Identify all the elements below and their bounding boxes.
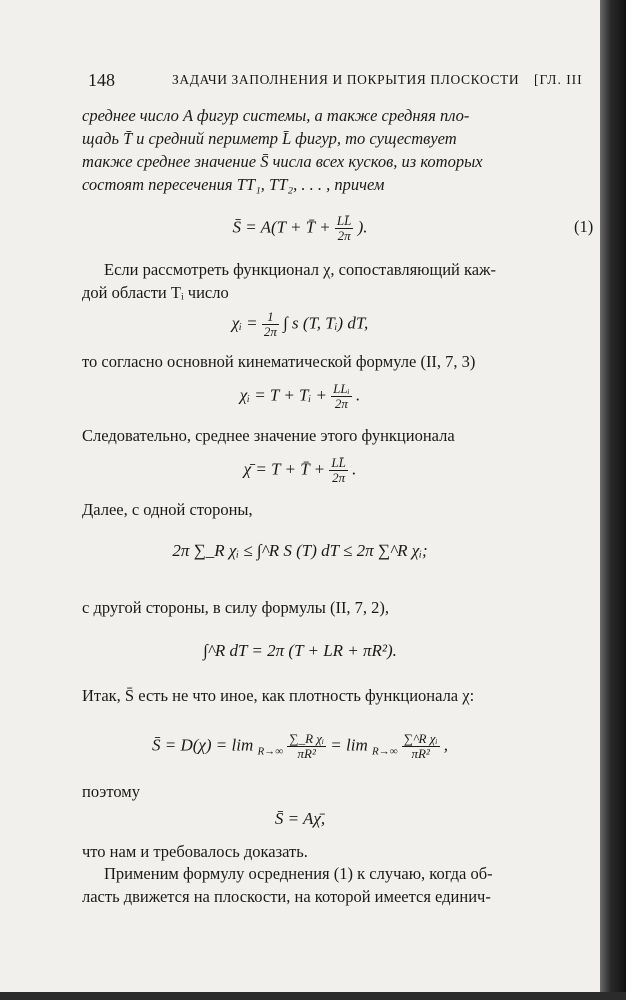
eq7-mid: = lim [330,735,368,755]
eq3-frac-num: LLᵢ [333,381,350,396]
text-line: то согласно основной кинематической формуле (II, 7, 3) [82,352,476,371]
scan-border-right [600,0,626,1000]
paragraph-2 [82,258,596,304]
text-line: Далее, с одной стороны, [82,500,253,519]
text-line: щадь T̄ и средний периметр L̄ фигур, то существует [82,129,457,148]
equation-5: 2π ∑_R χᵢ ≤ ∫^R S (T) dT ≤ 2π ∑^R χᵢ; [172,541,428,560]
equation-7 [0,732,600,762]
paragraph-6 [82,596,596,619]
scan-border-bottom [0,992,626,1000]
equation-4 [0,456,600,485]
eq7-left: S̄ = D(χ) = lim [151,735,254,755]
eq4-right: . [352,459,357,479]
page-number: 148 [88,70,115,90]
text-line: Итак, S̄ есть не что иное, как плотность функционала χ: [82,686,475,705]
eq2-right: ∫ s (T, Tᵢ) dT, [283,313,369,333]
eq7-frac1-den: πR² [297,746,316,761]
eq7-fraction-2 [402,732,440,761]
eq4-fraction [329,456,347,485]
text-line: Если рассмотреть функционал χ, сопоставляющий каж- [104,260,496,279]
eq3-left: χᵢ = T + Tᵢ + [239,385,327,405]
text-line: среднее число A фигур системы, а также средняя пло- [82,106,470,125]
equation-number: (1) [574,217,594,236]
page-header [88,70,600,94]
eq3-fraction [331,382,352,411]
eq4-frac-num: LL̄ [331,455,346,470]
text-line: с другой стороны, в силу формулы (II, 7, 2), [82,598,390,617]
eq1-fraction [335,214,353,243]
text-line: что нам и требовалось доказать. [82,842,308,861]
eq7-fraction-1 [287,732,326,761]
text-line: Применим формулу осреднения (1) к случаю, когда об- [104,864,493,883]
eq3-right: . [355,385,361,405]
text-line: состоят пересечения TT₁, TT₂, . . . , причем [82,175,385,194]
running-title: ЗАДАЧИ ЗАПОЛНЕНИЯ И ПОКРЫТИЯ ПЛОСКОСТИ [172,72,520,87]
equation-6: ∫^R dT = 2π (T + LR + πR²). [203,641,397,660]
eq7-right: , [443,735,449,755]
text-line: ласть движется на плоскости, на которой имеется единич- [82,887,491,906]
text-line: дой области Tᵢ число [82,283,229,302]
equation-3 [0,382,600,411]
equation-1 [0,214,600,243]
eq7-frac1-num: ∑_R χᵢ [289,731,325,746]
eq1-right: ). [357,217,368,237]
equation-8: S̄ = Aχ̄, [274,809,326,828]
eq4-left: χ̄ = T + T̄ + [243,459,326,479]
eq7-frac2-den: πR² [411,746,430,761]
paragraph-7 [82,684,596,707]
paragraph-4 [82,424,596,447]
eq7-lim-sub-2: R→∞ [371,745,398,758]
text-line: также среднее значение S̄ числа всех кусков, из которых [82,152,483,171]
eq4-frac-den: 2π [332,470,346,485]
paragraph-8 [82,780,596,803]
eq1-left: S̄ = A(T + T̄ + [232,217,331,237]
paragraph-5 [82,498,596,521]
eq2-frac-num: 1 [262,310,279,325]
eq7-frac2-num: ∑^R χᵢ [403,731,438,746]
eq1-frac-den: 2π [337,228,351,243]
equation-2 [0,310,600,339]
eq7-lim-sub: R→∞ [257,745,284,758]
eq1-frac-num: LL̄ [336,213,352,228]
eq3-frac-den: 2π [334,396,348,411]
paragraph-10 [82,862,596,908]
paragraph-3 [82,350,596,373]
eq2-left: χᵢ = [231,313,258,333]
text-line: Следовательно, среднее значение этого функционала [82,426,455,445]
paragraph-1 [82,104,596,196]
eq2-frac-den: 2π [263,324,277,339]
chapter-label: [ГЛ. III [534,72,583,87]
text-line: поэтому [82,782,140,801]
paragraph-9 [82,840,596,863]
eq2-fraction [262,310,279,339]
